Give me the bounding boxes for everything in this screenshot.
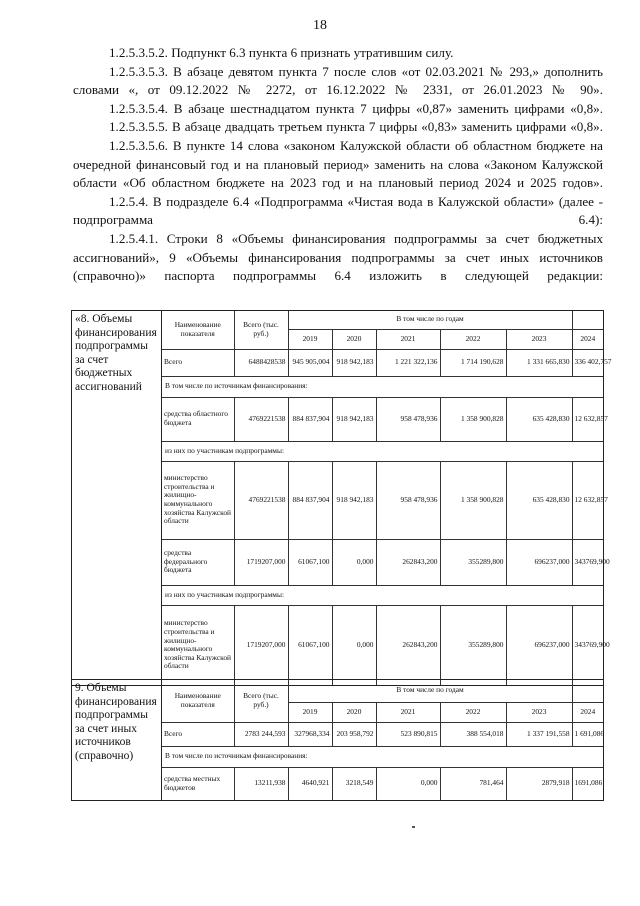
table-row: средства местных бюджетов 13211,938 4640,921 3218,549 0,000 781,464 2879,918 1691,086 (162, 767, 603, 800)
header-name: Наименование показателя (162, 311, 234, 349)
paragraph: 1.2.5.3.5.4. В абзаце шестнадцатом пункта 7 цифры «0,87» заменить цифрами «0,8». (109, 100, 603, 116)
scan-speck (412, 826, 415, 828)
paragraph: 1.2.5.3.5.3. В абзаце девятом пункта 7 после слов «от 02.03.2021 № 293,» дополнить словами «, от 09.12.2022 № 2272, от 16.12.2022 № 2331, от 26.01.2023 № 90». (73, 63, 603, 98)
table-row: Всего 6488428538 945 905,004 918 942,183 1 221 322,136 1 714 190,628 1 331 665,830 336 402,757 (162, 349, 603, 376)
sources-label: В том числе по источникам финансирования: (162, 376, 603, 397)
participants-label: из них по участникам подпрограммы: (162, 585, 603, 605)
financing-table-8 (71, 310, 612, 686)
table-row: Всего 2783 244,593 327968,334 203 958,792 523 890,815 388 554,018 1 337 191,558 1 691,086 (162, 722, 603, 746)
financing-table-9 (71, 679, 604, 801)
participants-label: из них по участникам подпрограммы: (162, 441, 603, 461)
year-header: 2022 (440, 702, 506, 722)
year-header: 2019 (288, 702, 332, 722)
header-name: Наименование показателя (162, 680, 234, 722)
paragraph: 1.2.5.3.5.5. В абзаце двадцать третьем пункта 7 цифры «0,83» заменить цифрами «0,8». (109, 119, 603, 135)
table-row: средства областного бюджета 4769221538 884 837,904 918 942,183 958 478,936 1 358 900,828 635 428,830 12 632,857 (162, 397, 603, 441)
inner-table-8 (162, 311, 612, 685)
table-row: министерство строительства и жилищно-коммунального хозяйства Калужской области 1719207,000 61067,100 0,000 262843,200 355289,800 696237,000 343769,900 (162, 605, 603, 685)
paragraph: 1.2.5.3.5.6. В пункте 14 слова «законом Калужской области об областном бюджете на очередной финансовый год и на плановый период» заменить на слова «Законом Калужской области «Об областном бюджете на 2023 год и на плановый период 2024 и 2025 годов». (73, 137, 603, 191)
header-by-years: В том числе по годам (288, 680, 572, 702)
header-total: Всего (тыс. руб.) (234, 680, 288, 722)
year-header: 2020 (332, 329, 376, 349)
page-number: 18 (313, 18, 327, 33)
header-by-years: В том числе по годам (288, 311, 572, 329)
body-text (73, 44, 603, 286)
header-total: Всего (тыс. руб.) (234, 311, 288, 349)
year-header: 2024 (572, 329, 603, 349)
year-header: 2024 (572, 702, 603, 722)
paragraph: 1.2.5.4. В подразделе 6.4 «Подпрограмма «Чистая вода в Калужской области» (далее - подпрограмма 6.4): (73, 193, 603, 228)
inner-table-9 (162, 680, 603, 800)
year-header: 2023 (506, 329, 572, 349)
year-header: 2019 (288, 329, 332, 349)
year-header: 2021 (376, 702, 440, 722)
sources-label: В том числе по источникам финансирования: (162, 746, 603, 767)
row-label-9: 9. Объемы финансирования подпрограммы за счет иных источников (справочно) (72, 680, 162, 801)
paragraph: 1.2.5.3.5.2. Подпункт 6.3 пункта 6 признать утратившим силу. (109, 45, 454, 60)
table-row: средства федерального бюджета 1719207,000 61067,100 0,000 262843,200 355289,800 696237,000 343769,900 (162, 539, 603, 585)
year-header: 2023 (506, 702, 572, 722)
row-label-8: «8. Объемы финансирования подпрограммы за счет бюджетных ассигнований (72, 311, 162, 686)
paragraph: 1.2.5.4.1. Строки 8 «Объемы финансирования подпрограммы за счет бюджетных ассигнований», 9 «Объемы финансирования подпрограммы за счет иных источников (справочно)» паспорта подпрограммы 6.4 изложить в следующей редакции: (73, 230, 603, 284)
year-header: 2020 (332, 702, 376, 722)
year-header: 2021 (376, 329, 440, 349)
table-row: министерство строительства и жилищно-коммунального хозяйства Калужской области 4769221538 884 837,904 918 942,183 958 478,936 1 358 900,828 635 428,830 12 632,857 (162, 461, 603, 539)
year-header: 2022 (440, 329, 506, 349)
